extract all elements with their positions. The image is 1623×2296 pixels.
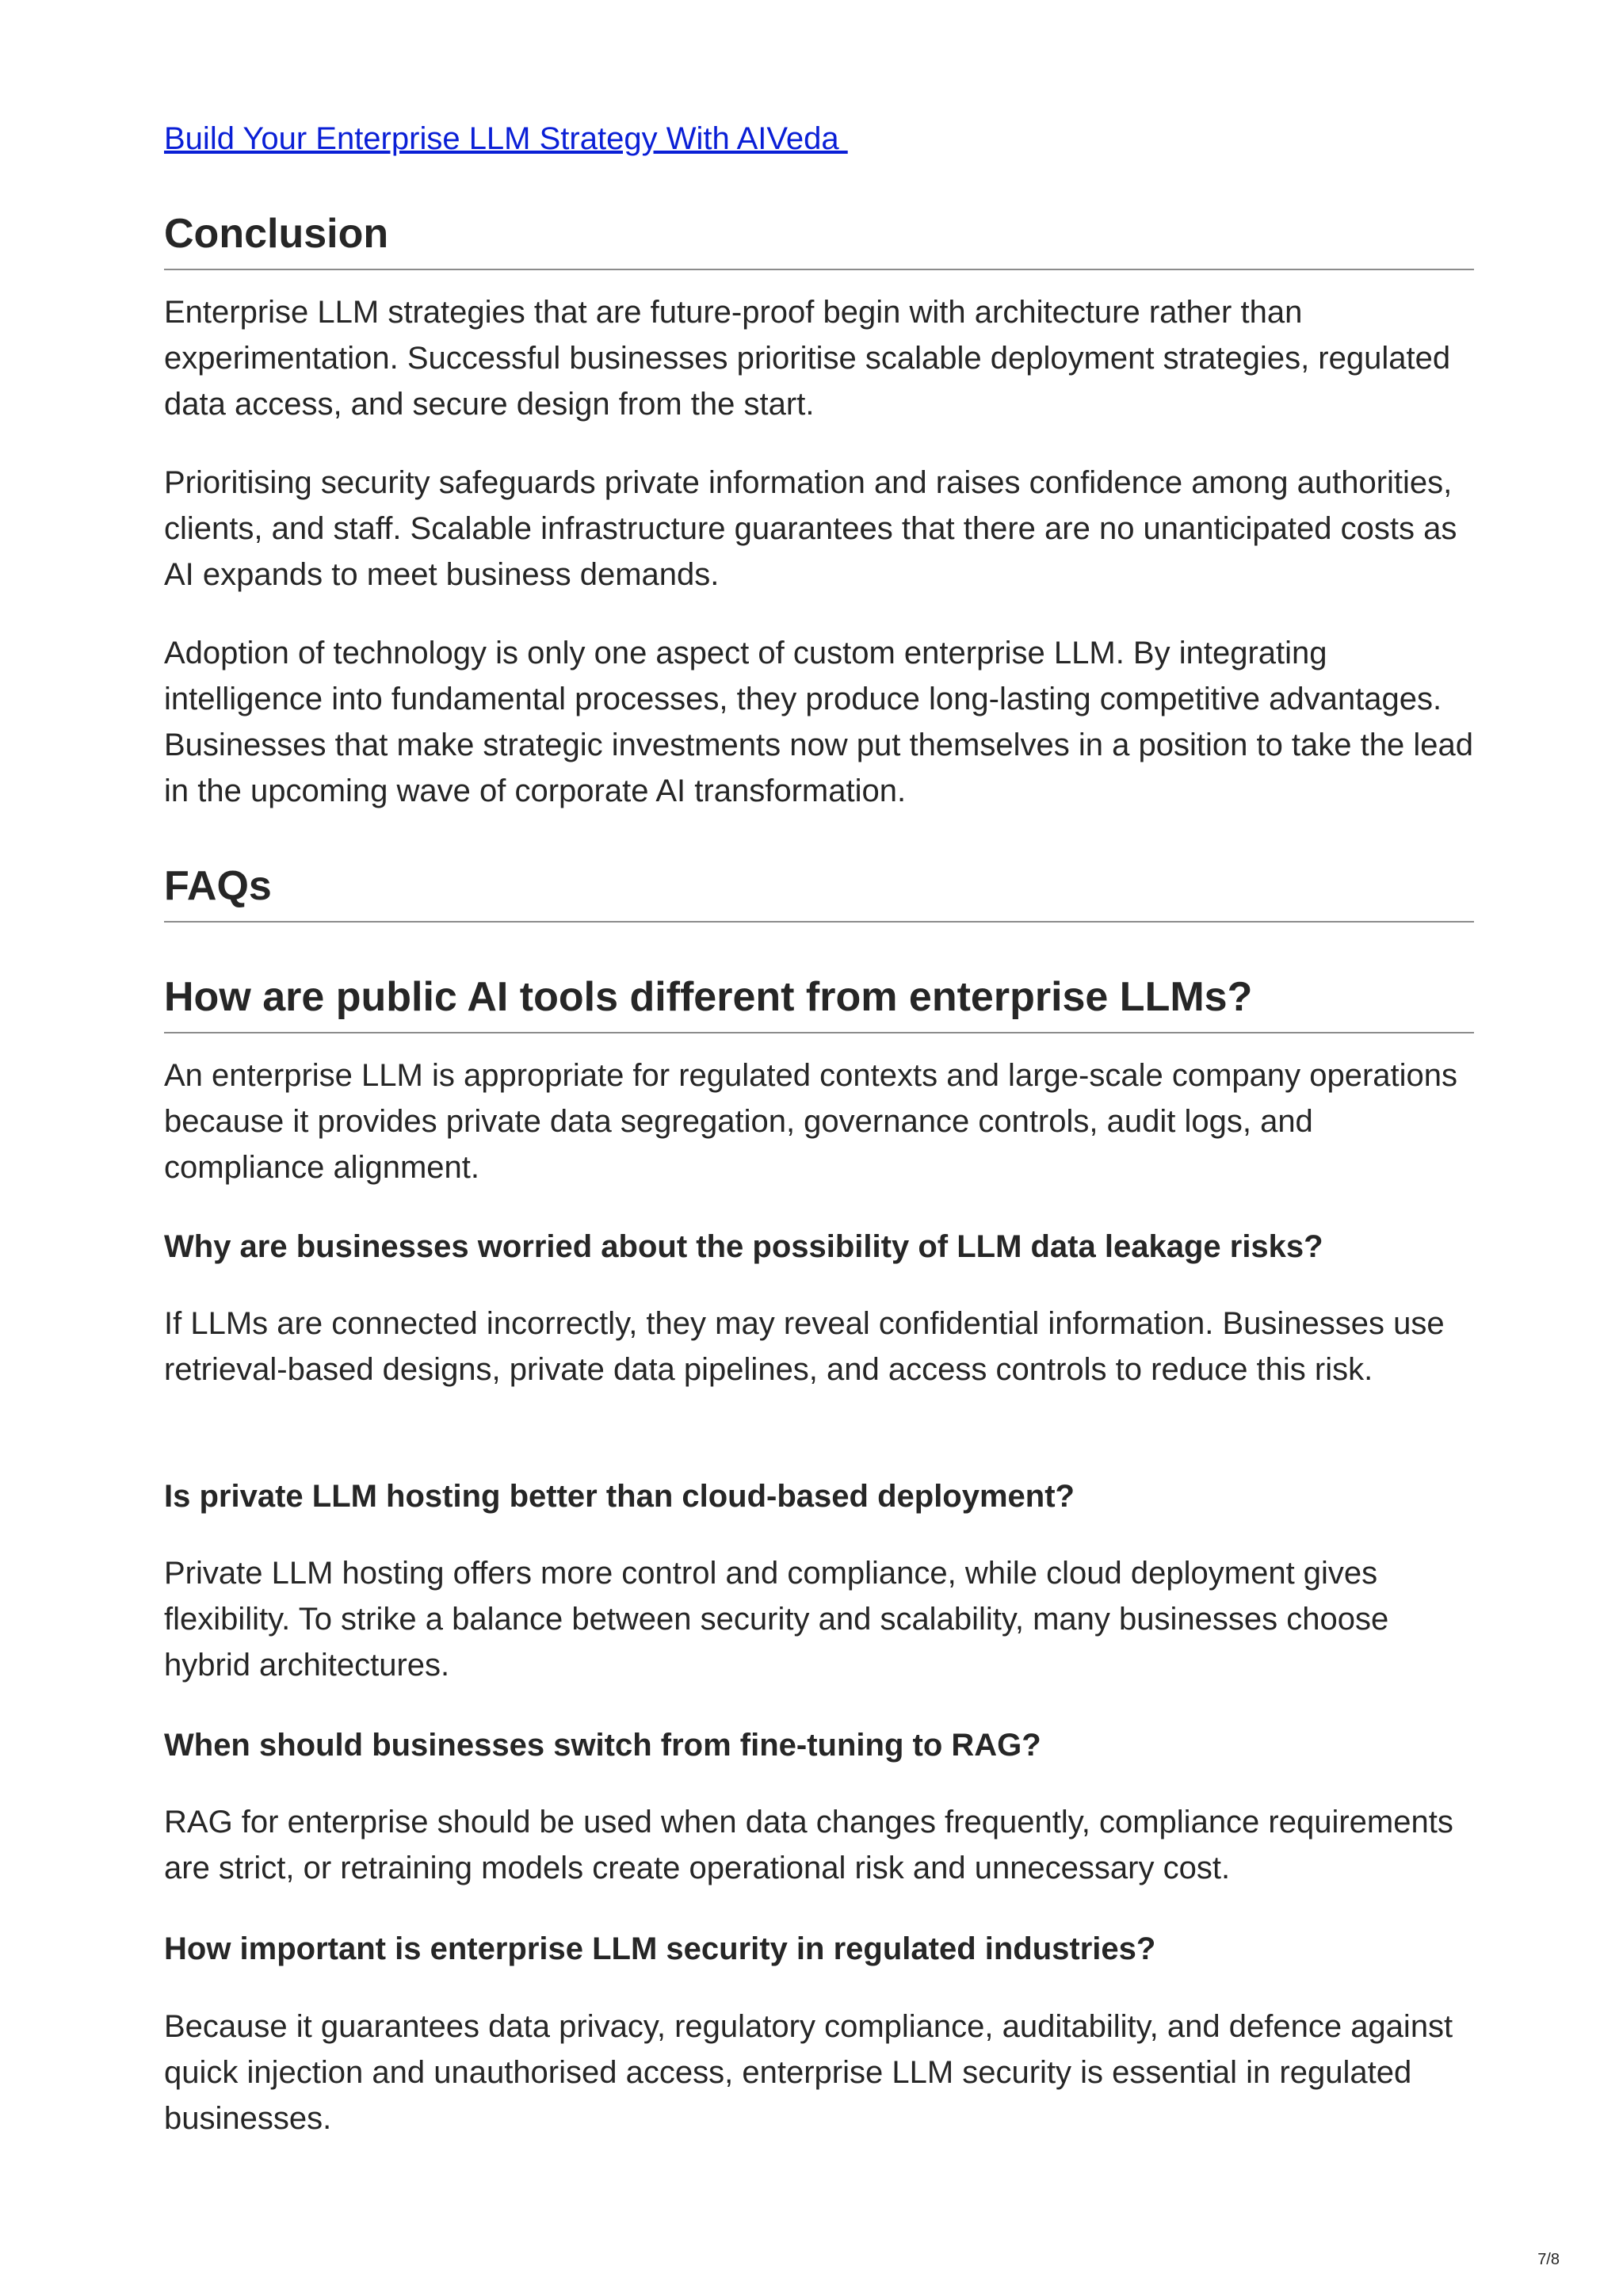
faq-question-1: How are public AI tools different from enterprise LLMs? xyxy=(164,974,1253,1020)
conclusion-paragraph-3: Adoption of technology is only one aspect of custom enterprise LLM. By integrating intelligence into fundamental processes, they produce long-lasting competitive advantages. Businesses that make strategic investments now put themselves in a position to take the lead in the upcoming wave of corporate AI transformation. xyxy=(164,636,1473,808)
faq-answer-1: An enterprise LLM is appropriate for regulated contexts and large-scale company operations because it provides private data segregation, governance controls, audit logs, and compliance alignment. xyxy=(164,1058,1458,1185)
faq-question-3: Is private LLM hosting better than cloud-based deployment? xyxy=(164,1479,1075,1514)
conclusion-heading: Conclusion xyxy=(164,211,389,257)
strategy-link[interactable]: Build Your Enterprise LLM Strategy With AIVeda xyxy=(164,121,848,156)
conclusion-heading-block xyxy=(164,210,1474,270)
faq-answer-3: Private LLM hosting offers more control and compliance, while cloud deployment gives flexibility. To strike a balance between security and scalability, many businesses choose hybrid architectures. xyxy=(164,1556,1389,1683)
faq-answer-2: If LLMs are connected incorrectly, they may reveal confidential information. Businesses use retrieval-based designs, private data pipelines, and access controls to reduce this risk. xyxy=(164,1306,1445,1387)
faq-question-1-block xyxy=(164,973,1474,1033)
faqs-heading-block xyxy=(164,862,1474,923)
conclusion-paragraph-2: Prioritising security safeguards private information and raises confidence among authorities, clients, and staff. Scalable infrastructure guarantees that there are no unanticipated costs as AI expands to meet business demands. xyxy=(164,465,1457,592)
faq-answer-4: RAG for enterprise should be used when data changes frequently, compliance requirements are strict, or retraining models create operational risk and unnecessary cost. xyxy=(164,1805,1453,1885)
page-number: 7/8 xyxy=(1537,2251,1560,2268)
faq-question-2: Why are businesses worried about the possibility of LLM data leakage risks? xyxy=(164,1229,1323,1264)
faq-question-4: When should businesses switch from fine-tuning to RAG? xyxy=(164,1728,1041,1763)
faqs-heading: FAQs xyxy=(164,863,272,909)
conclusion-paragraph-1: Enterprise LLM strategies that are future-proof begin with architecture rather than experimentation. Successful businesses prioritise scalable deployment strategies, regulated data access, and secure design from the start. xyxy=(164,295,1451,422)
faq-answer-5: Because it guarantees data privacy, regulatory compliance, auditability, and defence against quick injection and unauthorised access, enterprise LLM security is essential in regulated businesses. xyxy=(164,2009,1453,2136)
faq-question-5: How important is enterprise LLM security in regulated industries? xyxy=(164,1931,1156,1966)
